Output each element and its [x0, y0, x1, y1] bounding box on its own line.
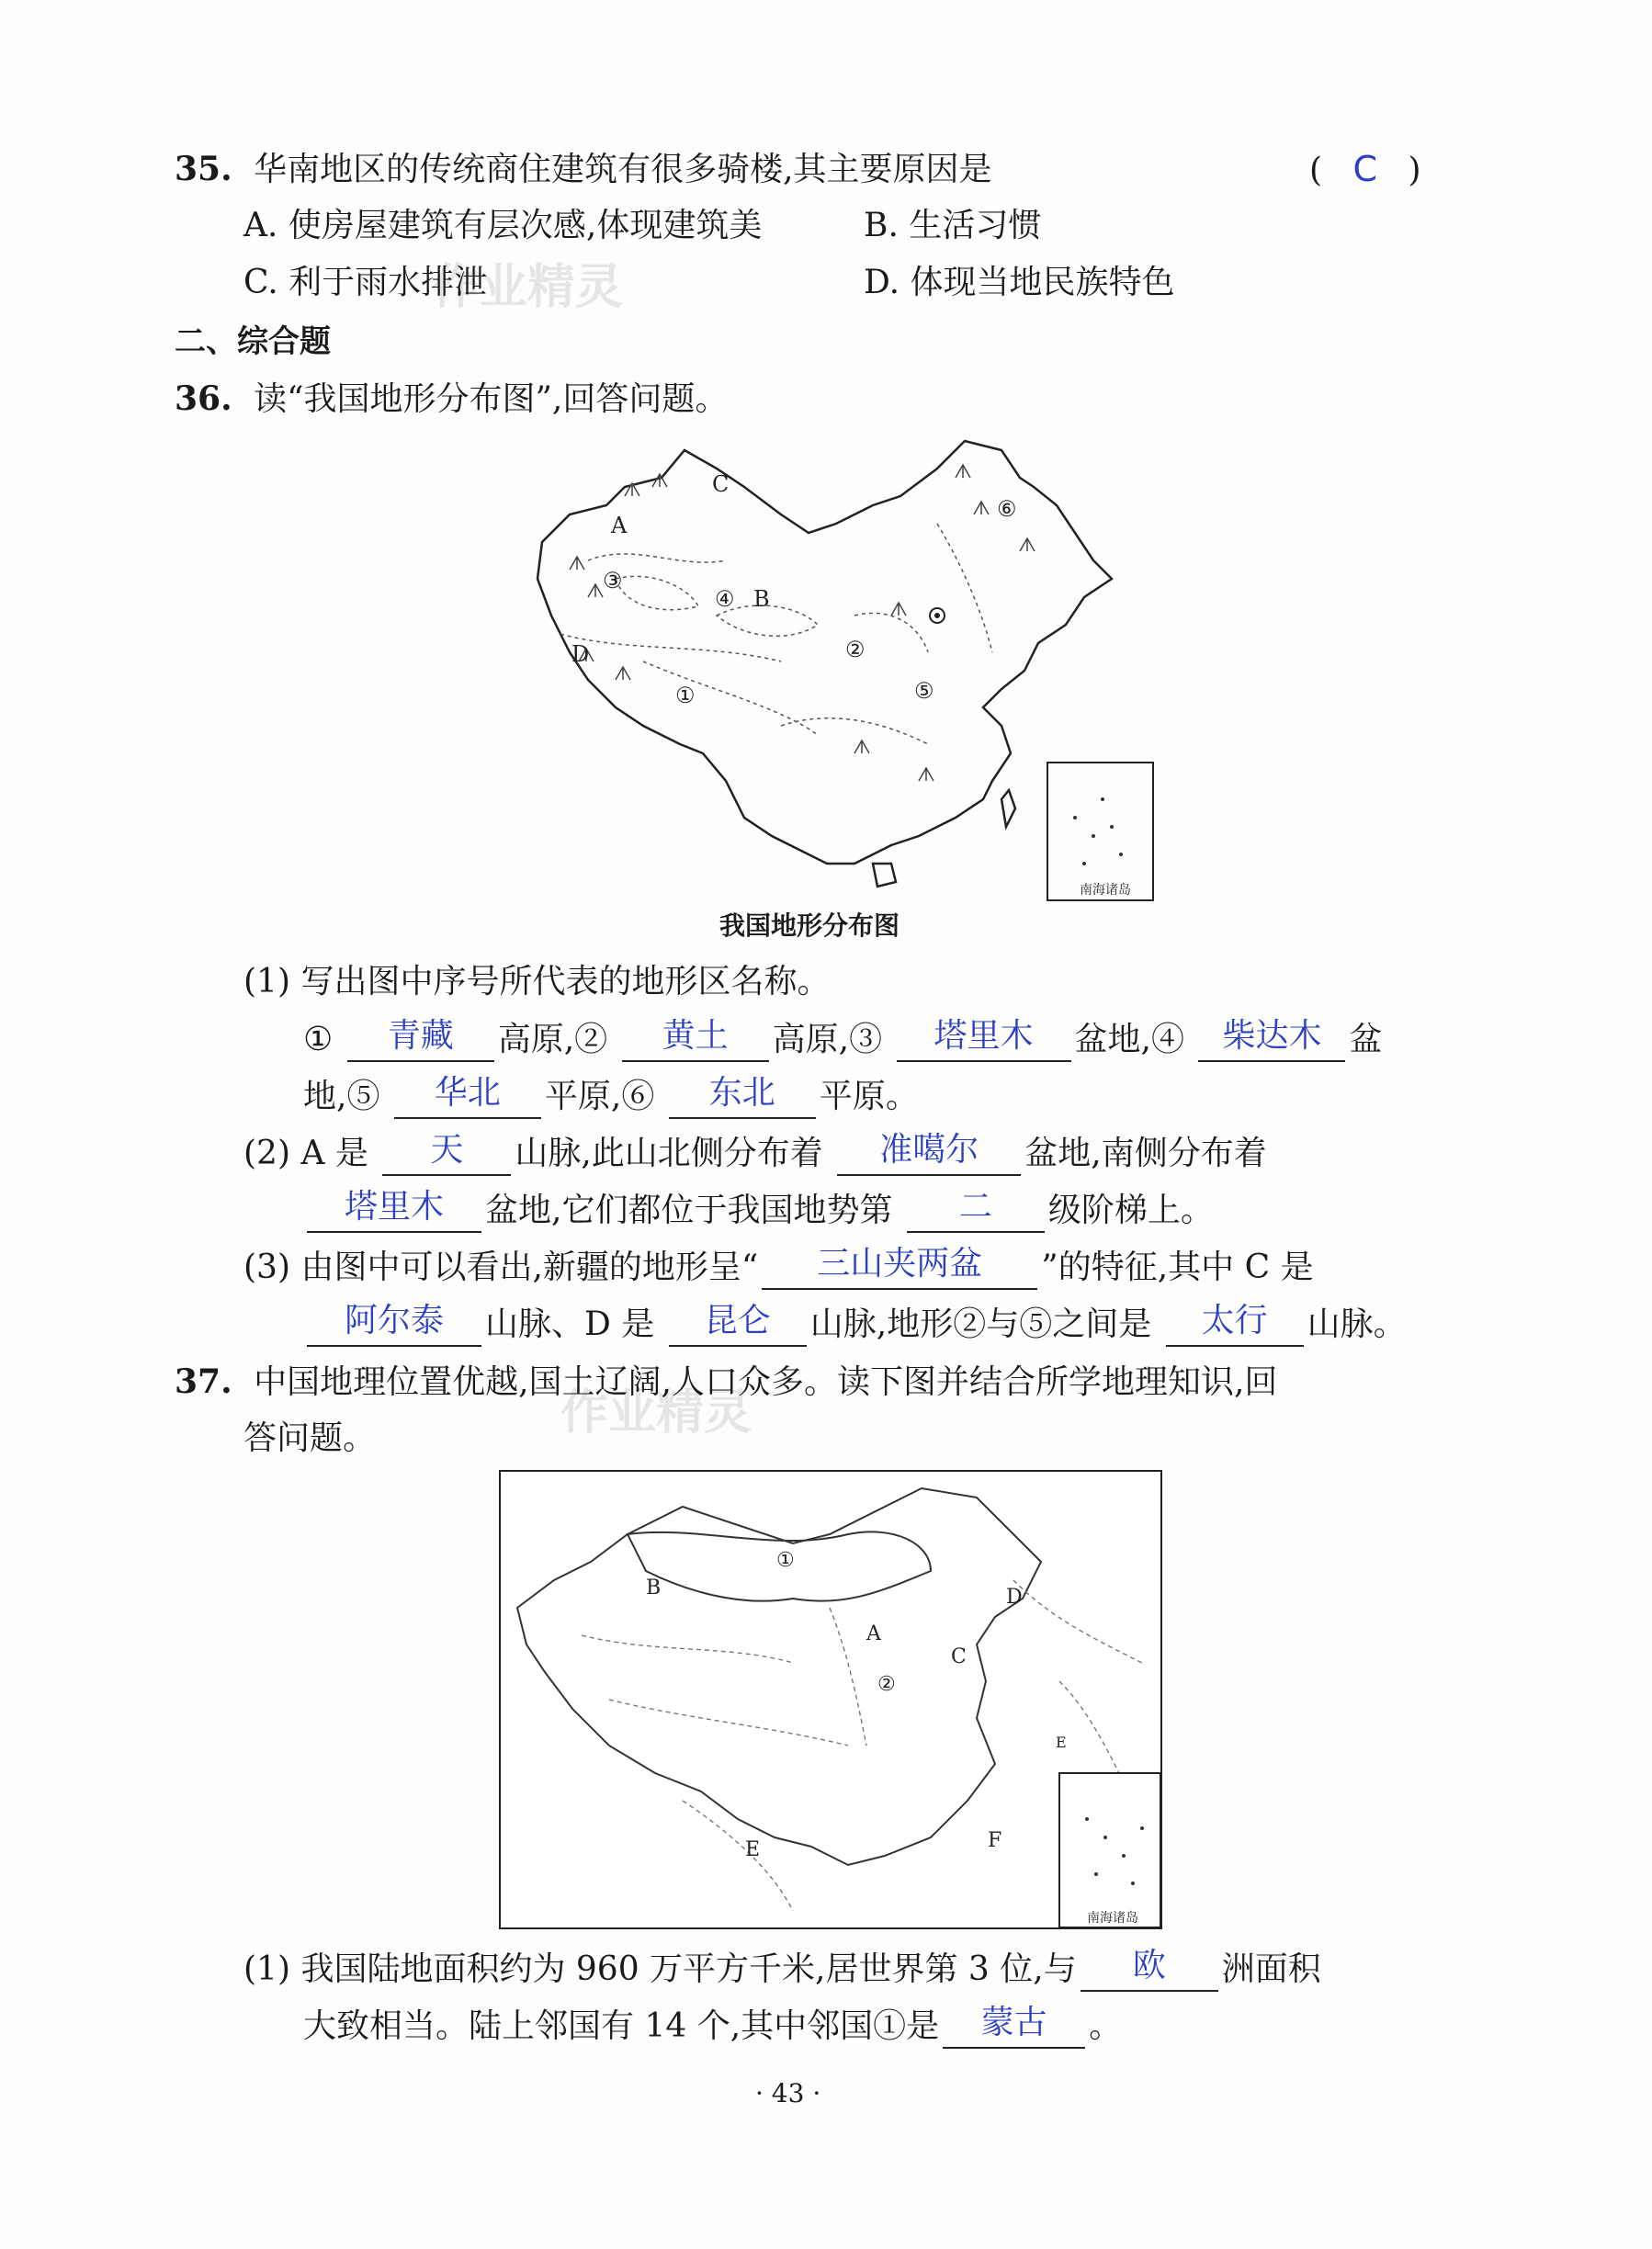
- q35-option-b: B. 生活习惯: [864, 207, 1042, 244]
- text-segment: (2) A 是: [243, 1135, 368, 1172]
- text-segment: 高原,②: [497, 1021, 608, 1058]
- south-sea-inset-2: [1059, 1773, 1160, 1927]
- q35-answer: C: [1352, 149, 1378, 189]
- blank-7[interactable]: [382, 1131, 511, 1176]
- blank-15[interactable]: [1081, 1947, 1218, 1992]
- blank-16[interactable]: [943, 2004, 1085, 2049]
- answer-1: 青藏: [387, 1017, 454, 1055]
- q37-stem-line1: [175, 1360, 1277, 1405]
- text-segment: 平原。: [819, 1078, 919, 1115]
- answer-9: 塔里木: [344, 1188, 444, 1226]
- q35-answer-bracket: [1309, 147, 1421, 193]
- blank-14[interactable]: [1166, 1302, 1304, 1347]
- answer-13: 昆仑: [704, 1302, 771, 1339]
- map2-label-a: A: [866, 1622, 881, 1645]
- map2-label-e2: E: [1056, 1734, 1067, 1751]
- map1-label-1: ①: [675, 683, 696, 708]
- text-segment: 山脉、D 是: [485, 1305, 655, 1343]
- map1-label-d: D: [571, 641, 590, 667]
- map1-label-a: A: [611, 513, 628, 538]
- q36-number: 36.: [175, 379, 232, 418]
- answer-7: 天: [430, 1131, 464, 1169]
- q36-part2-line2: [303, 1189, 1214, 1233]
- paren-left: (: [1309, 152, 1323, 189]
- blank-13[interactable]: [669, 1302, 807, 1347]
- text-segment: 洲面积: [1221, 1950, 1321, 1988]
- text-segment: 地,⑤: [303, 1078, 380, 1115]
- text-segment: (3) 由图中可以看出,新疆的地形呈“: [243, 1249, 759, 1286]
- answer-16: 蒙古: [980, 2004, 1047, 2041]
- map1-label-c: C: [712, 471, 730, 497]
- answer-10: 二: [958, 1188, 992, 1226]
- blank-10[interactable]: [907, 1188, 1045, 1233]
- text-segment: (1) 我国陆地面积约为 960 万平方千米,居世界第 3 位,与: [243, 1950, 1077, 1988]
- answer-3: 塔里木: [933, 1017, 1034, 1055]
- watermark: 作业精灵: [432, 260, 624, 315]
- text-segment: 。: [1089, 2007, 1123, 2045]
- answer-4: 柴达木: [1222, 1017, 1322, 1055]
- map2-label-2: ②: [877, 1673, 896, 1696]
- marker-1: ①: [303, 1021, 334, 1058]
- q36-part1-intro: (1) 写出图中序号所代表的地形区名称。: [243, 963, 831, 1000]
- q37-number: 37.: [175, 1362, 232, 1401]
- q36-part1-line1: [303, 1018, 1382, 1062]
- paren-right: ): [1408, 152, 1421, 189]
- blank-12[interactable]: [307, 1302, 481, 1347]
- text-segment: 盆地,④: [1074, 1021, 1184, 1058]
- blank-9[interactable]: [307, 1188, 481, 1233]
- text-segment: ”的特征,其中 C 是: [1041, 1249, 1314, 1286]
- china-political-map: [499, 1470, 1162, 1929]
- q36-part2-line1: [243, 1132, 1267, 1176]
- q36-part3-line1: [243, 1246, 1314, 1290]
- map1-label-b: B: [753, 586, 770, 612]
- map1-caption: 我国地形分布图: [719, 910, 900, 941]
- q35-stem: 华南地区的传统商住建筑有很多骑楼,其主要原因是: [254, 151, 992, 188]
- map2-label-1: ①: [776, 1549, 795, 1572]
- blank-1[interactable]: [347, 1017, 494, 1062]
- blank-11[interactable]: [762, 1245, 1037, 1290]
- q37-stem-1: 中国地理位置优越,国土辽阔,人口众多。读下图并结合所学地理知识,回: [254, 1363, 1278, 1401]
- q35-stem-line: [175, 147, 992, 192]
- map1-label-3: ③: [603, 568, 623, 593]
- map2-label-d: D: [1006, 1586, 1023, 1609]
- answer-11: 三山夹两盆: [817, 1245, 983, 1283]
- q35-option-c: C. 利于雨水排泄: [243, 264, 488, 301]
- south-sea-inset: [1047, 763, 1153, 900]
- q36-part3-line2: [303, 1303, 1407, 1347]
- blank-2[interactable]: [622, 1017, 769, 1062]
- q36-part1-line2: [303, 1075, 919, 1119]
- taiwan-island: [1001, 790, 1015, 827]
- hainan-island: [873, 864, 896, 887]
- text-segment: 山脉,此山北侧分布着: [515, 1135, 823, 1172]
- q37-part1-line1: [243, 1948, 1321, 1992]
- answer-15: 欧: [1132, 1947, 1166, 1984]
- text-segment: 高原,③: [772, 1021, 883, 1058]
- inset-label: 南海诸岛: [1080, 883, 1131, 898]
- page-number: · 43 ·: [755, 2078, 821, 2108]
- answer-8: 准噶尔: [879, 1131, 979, 1169]
- answer-2: 黄土: [662, 1017, 729, 1055]
- blank-3[interactable]: [897, 1017, 1071, 1062]
- map2-label-f: F: [988, 1829, 1002, 1852]
- map2-label-c: C: [951, 1645, 967, 1668]
- map1-label-5: ⑤: [914, 678, 934, 704]
- q35-number: 35.: [175, 150, 232, 188]
- text-segment: 大致相当。陆上邻国有 14 个,其中邻国①是: [303, 2007, 940, 2045]
- answer-14: 太行: [1201, 1302, 1268, 1339]
- q35-option-a: A. 使房屋建筑有层次感,体现建筑美: [243, 207, 763, 244]
- china-terrain-map: [505, 432, 1167, 910]
- text-segment: 盆地,南侧分布着: [1024, 1135, 1267, 1172]
- text-segment: 盆地,它们都位于我国地势第: [485, 1192, 893, 1229]
- inset-label-2: 南海诸岛: [1087, 1911, 1138, 1926]
- blank-5[interactable]: [394, 1074, 541, 1119]
- blank-4[interactable]: [1198, 1017, 1345, 1062]
- q36-stem: 读“我国地形分布图”,回答问题。: [254, 380, 729, 418]
- blank-8[interactable]: [837, 1131, 1021, 1176]
- text-segment: 级阶梯上。: [1047, 1192, 1214, 1229]
- text-segment: 山脉。: [1307, 1305, 1407, 1343]
- map1-label-2: ②: [845, 637, 866, 662]
- q36-stem-line: [175, 377, 728, 422]
- section-title: 二、综合题: [175, 323, 331, 360]
- map2-label-e: E: [745, 1838, 761, 1861]
- watermark: 作业精灵: [560, 1385, 752, 1441]
- q37-part1-line2: [303, 2005, 1122, 2049]
- answer-6: 东北: [708, 1074, 775, 1112]
- china-outline: [537, 441, 1112, 864]
- map1-label-6: ⑥: [997, 496, 1017, 522]
- map2-label-b: B: [646, 1577, 662, 1599]
- text-segment: 山脉,地形②与⑤之间是: [809, 1305, 1152, 1343]
- blank-6[interactable]: [669, 1074, 816, 1119]
- q37-stem-2: 答问题。: [243, 1419, 377, 1457]
- q35-option-d: D. 体现当地民族特色: [864, 264, 1175, 301]
- text-segment: 平原,⑥: [544, 1078, 655, 1115]
- answer-5: 华北: [434, 1074, 501, 1112]
- map1-label-4: ④: [715, 586, 735, 612]
- answer-12: 阿尔泰: [344, 1302, 444, 1339]
- text-segment: 盆: [1349, 1021, 1383, 1058]
